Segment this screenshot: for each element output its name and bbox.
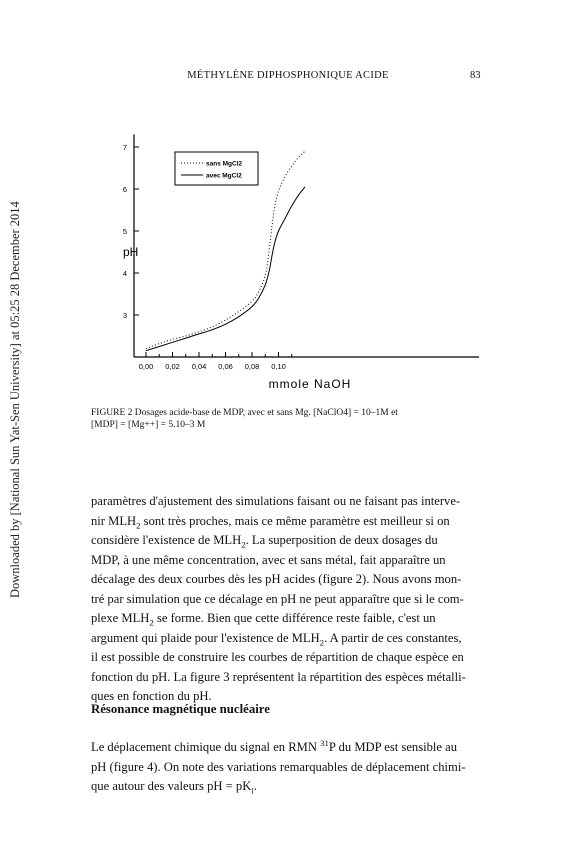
figure-caption [91, 407, 483, 431]
section-heading: Résonance magnétique nucléaire [91, 702, 270, 716]
x-tick-label: 0,00 [138, 362, 154, 371]
text-run: que autour des valeurs pH = pK [91, 779, 252, 793]
subscript: i [251, 785, 254, 796]
para-line [91, 551, 483, 571]
body-paragraph-1 [91, 492, 483, 707]
page-number: 83 [470, 70, 481, 81]
text-run: se forme. Bien que cette différence reste faible, c'est un [153, 611, 436, 625]
y-tick-label: 3 [122, 311, 127, 320]
text-run: Le déplacement chimique du signal en RMN [91, 740, 321, 754]
para-line [91, 668, 483, 688]
x-tick-label: 0,04 [191, 362, 207, 371]
text-run: . [253, 779, 257, 793]
text-run: MDP, à une même concentration, avec et sans métal, fait apparaître un [91, 552, 446, 567]
para-line [91, 570, 483, 590]
running-title: MÉTHYLÈNE DIPHOSPHONIQUE ACIDE [187, 70, 389, 81]
x-tick-label: 0,10 [271, 362, 286, 371]
legend-box [175, 152, 258, 185]
text-run: sont très proches, mais ce même paramètre est meilleur si on [140, 513, 450, 528]
y-tick-label: 5 [122, 227, 127, 236]
text-run: . A partir de ces constantes, [324, 630, 462, 645]
y-tick-label: 7 [122, 143, 127, 152]
superscript: 31 [320, 737, 329, 748]
text-run: P du MDP est sensible au [328, 740, 458, 754]
text-run: plexe MLH [91, 611, 150, 625]
para-line [91, 738, 483, 758]
para-line: pH (figure 4). On note des variations remarquables de déplacement chimi- [91, 759, 466, 774]
text-run: . La superposition de deux dosages du [245, 533, 438, 547]
para-line [91, 531, 483, 551]
para-line [91, 629, 483, 649]
legend-label-avec: avec MgCl2 [206, 172, 242, 180]
para-line [91, 492, 483, 512]
para-line [91, 512, 483, 532]
caption-line: FIGURE 2 Dosages acide-base de MDP, avec et sans Mg. [NaClO4] = 10–1M et [91, 408, 398, 418]
para-line [91, 648, 483, 668]
caption-line: [MDP] = [Mg++] = 5.10–3 M [91, 420, 206, 430]
legend-label-sans: sans MgCl2 [206, 160, 243, 168]
text-run: fonction du pH. La figure 3 représentent la répartition des espèces métalli- [91, 669, 466, 684]
text-run: il est possible de construire les courbes de répartition de chaque espèce en [91, 650, 464, 664]
text-run: tré par simulation que ce décalage en pH ne peut apparaître que si le com- [91, 591, 464, 606]
y-tick-label: 6 [122, 185, 127, 194]
subscript: 2 [319, 637, 325, 648]
y-tick-label: 4 [122, 269, 127, 278]
subscript: 2 [149, 617, 154, 628]
titration-chart [0, 0, 576, 400]
text-run: nir MLH [91, 513, 137, 528]
body-paragraph-2 [91, 738, 483, 797]
text-run: ques en fonction du pH. [91, 689, 212, 703]
x-tick-label: 0,06 [218, 362, 233, 371]
para-line [91, 777, 483, 797]
subscript: 2 [136, 520, 141, 531]
text-run: paramètres d'ajustement des simulations faisant ou ne faisant pas interve- [91, 494, 461, 508]
para-line [91, 609, 483, 629]
subscript: 2 [241, 539, 246, 550]
para-line [91, 590, 483, 610]
text-run: décalage des deux courbes dès les pH acides (figure 2). Nous avons mon- [91, 572, 462, 586]
x-axis-label: mmole NaOH [268, 377, 352, 391]
chart-legend [175, 152, 258, 185]
y-axis-label: pH [123, 245, 139, 259]
x-tick-label: 0,08 [244, 362, 260, 371]
series-line-avec-mgcl2 [146, 187, 305, 351]
text-run: argument qui plaide pour l'existence de MLH [91, 630, 320, 645]
text-run: considère l'existence de MLH [91, 533, 242, 547]
x-tick-label: 0,02 [165, 362, 180, 371]
download-watermark: Downloaded by [National Sun Yat-Sen University] at 05:25 28 December 2014 [8, 201, 22, 598]
